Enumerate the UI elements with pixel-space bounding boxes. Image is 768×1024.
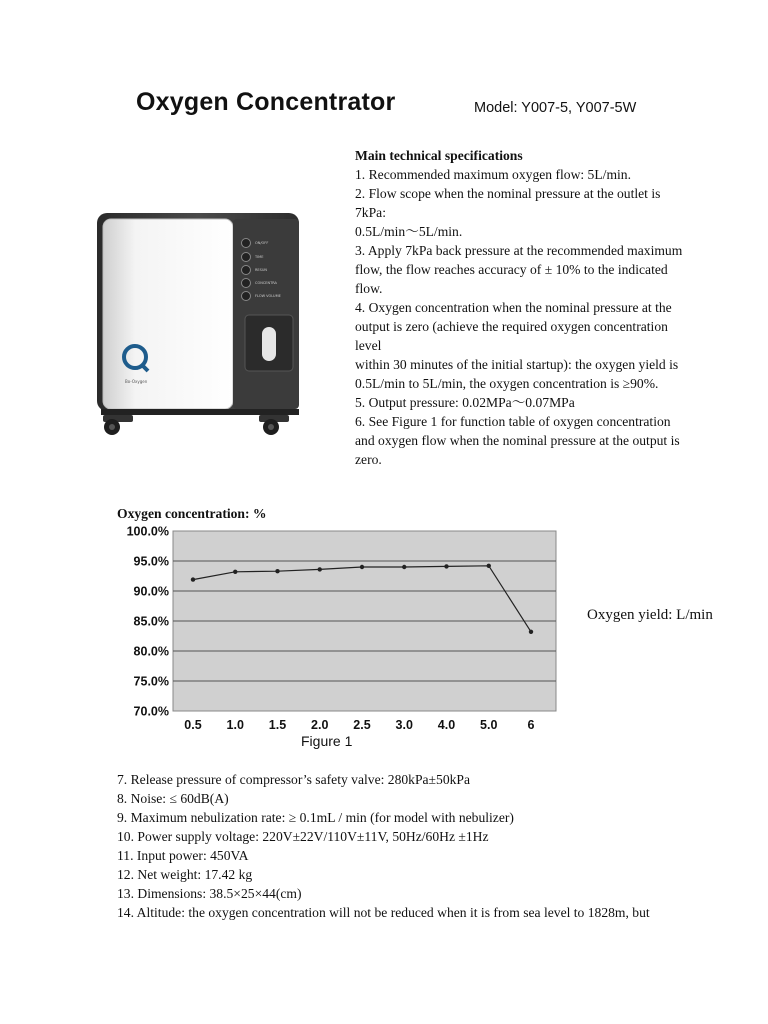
x-tick-label: 2.5 — [353, 718, 371, 732]
spec-line: 4. Oxygen concentration when the nominal pressure at the — [355, 300, 672, 315]
spec-line: level — [355, 338, 382, 353]
logo-text: Bo-Oxygen — [125, 379, 148, 384]
x-tick-label: 2.0 — [311, 718, 329, 732]
data-point — [360, 565, 364, 569]
spec-line: 6. See Figure 1 for function table of oxygen concentration — [355, 414, 671, 429]
spec-line: 2. Flow scope when the nominal pressure at the outlet is — [355, 186, 661, 201]
spec-line: and oxygen flow when the nominal pressure at the output is — [355, 433, 680, 448]
wheel-icon — [263, 419, 279, 435]
spec-line: 0.5L/min to 5L/min, the oxygen concentration is ≥90%. — [355, 376, 659, 391]
oxygen-concentration-chart — [105, 525, 585, 735]
button-label: TIME — [255, 255, 264, 259]
spec-line: 0.5L/min～5L/min. — [355, 224, 463, 239]
x-tick-label: 0.5 — [184, 718, 202, 732]
spec-line: 13. Dimensions: 38.5×25×44(cm) — [117, 886, 302, 901]
spec-line: 3. Apply 7kPa back pressure at the recommended maximum — [355, 243, 683, 258]
spec-line: flow, the flow reaches accuracy of ± 10% to the indicated — [355, 262, 668, 277]
y-tick-label: 70.0% — [133, 704, 169, 719]
button-label: CONCENTRA — [255, 281, 277, 285]
additional-specifications — [117, 770, 737, 922]
spec-line: within 30 minutes of the initial startup): the oxygen yield is — [355, 357, 679, 372]
spec-line: 8. Noise: ≤ 60dB(A) — [117, 791, 229, 806]
data-point — [318, 567, 322, 571]
data-point — [275, 569, 279, 573]
x-tick-label: 1.0 — [226, 718, 244, 732]
y-tick-label: 80.0% — [133, 644, 169, 659]
data-point — [191, 577, 195, 581]
spec-line: 12. Net weight: 17.42 kg — [117, 867, 253, 882]
chart-title: Oxygen concentration: % — [117, 506, 267, 521]
x-tick-label: 1.5 — [268, 718, 287, 732]
data-point — [529, 630, 533, 634]
spec-line: output is zero (achieve the required oxygen concentration — [355, 319, 668, 334]
x-tick-label: 3.0 — [395, 718, 413, 732]
x-tick-label: 6 — [527, 718, 535, 732]
y-tick-label: 75.0% — [133, 674, 169, 689]
document-title: Oxygen Concentrator — [136, 88, 396, 116]
oxygen-concentrator-image — [55, 145, 340, 465]
y-tick-label: 95.0% — [133, 554, 169, 569]
spec-line: 11. Input power: 450VA — [117, 848, 249, 863]
spec-line: 1. Recommended maximum oxygen flow: 5L/min. — [355, 167, 631, 182]
button-label: ON/OFF — [255, 241, 269, 245]
model-number: Model: Y007-5, Y007-5W — [474, 100, 637, 116]
data-point — [487, 564, 491, 568]
spec-line: 5. Output pressure: 0.02MPa～0.07MPa — [355, 395, 575, 410]
technical-specifications — [355, 146, 733, 469]
x-tick-label: 5.0 — [480, 718, 498, 732]
data-point — [444, 564, 448, 568]
y-tick-label: 85.0% — [133, 614, 169, 629]
data-point — [233, 570, 237, 574]
spec-line: 10. Power supply voltage: 220V±22V/110V±11V, 50Hz/60Hz ±1Hz — [117, 829, 489, 844]
data-point — [402, 565, 406, 569]
button-label: RESUN — [255, 268, 268, 272]
y-tick-label: 90.0% — [133, 584, 169, 599]
spec-line: 7kPa: — [355, 205, 386, 220]
spec-line: zero. — [355, 452, 382, 467]
x-tick-label: 4.0 — [437, 718, 456, 732]
y-tick-label: 100.0% — [126, 525, 169, 539]
figure-caption: Figure 1 — [301, 733, 353, 749]
spec-line: 14. Altitude: the oxygen concentration will not be reduced when it is from sea level to 1828m, but — [117, 905, 650, 920]
x-axis-label: Oxygen yield: L/min — [587, 607, 713, 623]
button-label: FLOW VOLUME — [255, 294, 281, 298]
spec-line: flow. — [355, 281, 383, 296]
wheel-icon — [104, 419, 120, 435]
spec-line: 9. Maximum nebulization rate: ≥ 0.1mL / min (for model with nebulizer) — [117, 810, 514, 825]
specs-heading: Main technical specifications — [355, 148, 523, 163]
spec-line: 7. Release pressure of compressor’s safety valve: 280kPa±50kPa — [117, 772, 471, 787]
